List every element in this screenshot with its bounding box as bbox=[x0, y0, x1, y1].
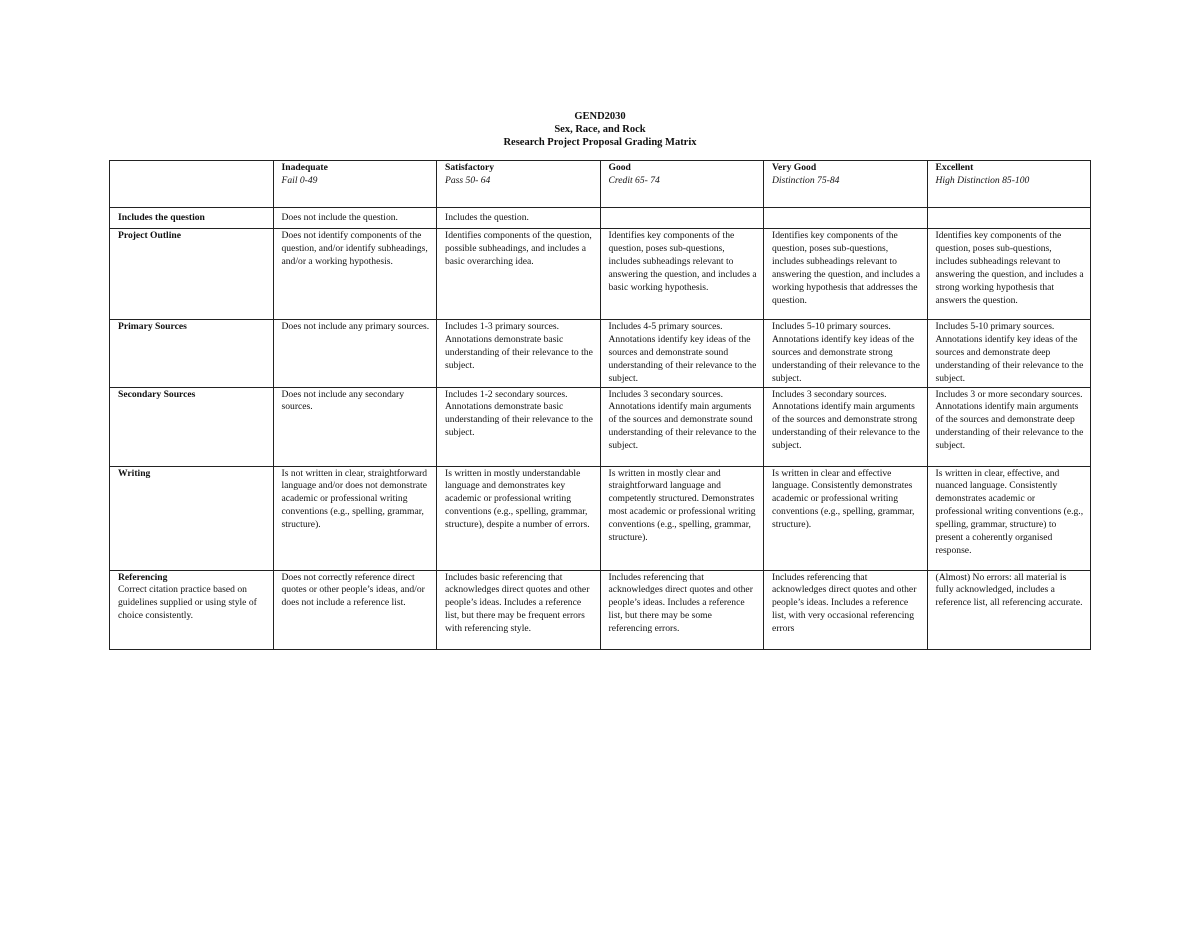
matrix-cell: Includes 3 secondary sources. Annotations identify main arguments of the sources and demonstrate strong understanding of their relevance to the subject. bbox=[764, 387, 928, 466]
header-corner-cell bbox=[110, 161, 274, 208]
level-name: Excellent bbox=[935, 162, 974, 173]
course-code: GEND2030 bbox=[574, 111, 626, 122]
matrix-cell: Identifies key components of the question, poses sub-questions, includes subheadings relevant to answering the question, and includes a working hypothesis that addresses the question. bbox=[764, 229, 928, 320]
criterion-cell bbox=[110, 466, 274, 570]
criterion-name: Project Outline bbox=[118, 230, 181, 241]
criterion-name: Primary Sources bbox=[118, 321, 187, 332]
matrix-cell: Does not correctly reference direct quotes or other people’s ideas, and/or does not include a reference list. bbox=[273, 570, 437, 649]
matrix-cell bbox=[764, 208, 928, 229]
matrix-cell bbox=[927, 208, 1091, 229]
level-header-cell bbox=[764, 161, 928, 208]
level-name: Very Good bbox=[772, 162, 817, 173]
criterion-name: Includes the question bbox=[118, 211, 205, 223]
criterion-row-writing bbox=[110, 466, 1091, 570]
matrix-cell: Includes basic referencing that acknowledges direct quotes and other people’s ideas. Includes a reference list, but there may be frequent errors with referencing style. bbox=[437, 570, 601, 649]
criterion-cell bbox=[110, 387, 274, 466]
criterion-name: Referencing bbox=[118, 571, 168, 583]
matrix-cell: Includes 3 or more secondary sources. Annotations identify main arguments of the sources and demonstrate deep understanding of their relevance to the subject. bbox=[927, 387, 1091, 466]
criterion-name: Secondary Sources bbox=[118, 388, 196, 400]
matrix-cell: Does not identify components of the question, and/or identify subheadings, and/or a working hypothesis. bbox=[273, 229, 437, 320]
criterion-row-project-outline bbox=[110, 229, 1091, 320]
level-name: Inadequate bbox=[281, 162, 328, 173]
criterion-name: Writing bbox=[118, 467, 151, 479]
criterion-cell bbox=[110, 229, 274, 320]
criterion-cell bbox=[110, 208, 274, 229]
criterion-cell bbox=[110, 320, 274, 388]
level-range: Fail 0-49 bbox=[281, 174, 318, 186]
matrix-cell: Includes referencing that acknowledges direct quotes and other people’s ideas. Includes a reference list, but there may be some referencing errors. bbox=[600, 570, 764, 649]
matrix-cell: Identifies key components of the question, poses sub-questions, includes subheadings relevant to answering the question, and includes a basic working hypothesis. bbox=[600, 229, 764, 320]
matrix-cell: Is written in mostly understandable language and demonstrates key academic or professional writing conventions (e.g., spelling, grammar, structure), despite a number of errors. bbox=[437, 466, 601, 570]
grading-matrix-table bbox=[109, 160, 1091, 650]
matrix-cell: Does not include any primary sources. bbox=[273, 320, 437, 388]
level-range: Pass 50- 64 bbox=[445, 174, 491, 186]
level-name: Good bbox=[608, 162, 631, 173]
matrix-cell: Does not include the question. bbox=[273, 208, 437, 229]
document-header bbox=[0, 110, 1200, 149]
matrix-cell: Identifies key components of the question, poses sub-questions, includes subheadings relevant to answering the question, and includes a strong working hypothesis that answers the question. bbox=[927, 229, 1091, 320]
matrix-cell: Includes 3 secondary sources. Annotations identify main arguments of the sources and demonstrate sound understanding of their relevance to the subject. bbox=[600, 387, 764, 466]
criterion-cell bbox=[110, 570, 274, 649]
matrix-cell: Includes 1-2 secondary sources. Annotations demonstrate basic understanding of their relevance to the subject. bbox=[437, 387, 601, 466]
criterion-row-referencing bbox=[110, 570, 1091, 649]
criterion-row-primary-sources bbox=[110, 320, 1091, 388]
matrix-cell: Does not include any secondary sources. bbox=[273, 387, 437, 466]
matrix-cell: (Almost) No errors: all material is fully acknowledged, includes a reference list, all referencing accurate. bbox=[927, 570, 1091, 649]
matrix-cell: Is written in mostly clear and straightforward language and competently structured. Demonstrates most academic or professional writing conventions (e.g., spelling, grammar, structure). bbox=[600, 466, 764, 570]
level-range: High Distinction 85-100 bbox=[935, 174, 1030, 186]
level-header-cell bbox=[600, 161, 764, 208]
matrix-cell: Includes 4-5 primary sources. Annotations identify key ideas of the sources and demonstrate sound understanding of their relevance to the subject. bbox=[600, 320, 764, 388]
matrix-cell: Includes referencing that acknowledges direct quotes and other people’s ideas. Includes a reference list, with very occasional referencing errors bbox=[764, 570, 928, 649]
level-header-cell bbox=[273, 161, 437, 208]
level-header-cell bbox=[927, 161, 1091, 208]
level-range: Distinction 75-84 bbox=[772, 174, 840, 186]
level-header-cell bbox=[437, 161, 601, 208]
matrix-cell bbox=[600, 208, 764, 229]
document-title: Research Project Proposal Grading Matrix bbox=[503, 137, 697, 148]
level-name: Satisfactory bbox=[445, 162, 495, 173]
matrix-cell: Includes the question. bbox=[437, 208, 601, 229]
matrix-cell: Includes 1-3 primary sources. Annotations demonstrate basic understanding of their relevance to the subject. bbox=[437, 320, 601, 388]
matrix-cell: Is not written in clear, straightforward language and/or does not demonstrate academic or professional writing conventions (e.g., spelling, grammar, structure). bbox=[273, 466, 437, 570]
level-range: Credit 65- 74 bbox=[608, 174, 660, 186]
matrix-cell: Is written in clear, effective, and nuanced language. Consistently demonstrates academic or professional writing conventions (e.g., spelling, grammar, structure) to present a coherently organised response. bbox=[927, 466, 1091, 570]
criterion-row-includes-question bbox=[110, 208, 1091, 229]
course-title: Sex, Race, and Rock bbox=[554, 124, 646, 135]
table-header-row bbox=[110, 161, 1091, 208]
matrix-cell: Includes 5-10 primary sources. Annotations identify key ideas of the sources and demonstrate deep understanding of their relevance to the subject. bbox=[927, 320, 1091, 388]
criterion-description: Correct citation practice based on guidelines supplied or using style of choice consistently. bbox=[118, 584, 257, 622]
criterion-row-secondary-sources bbox=[110, 387, 1091, 466]
matrix-cell: Is written in clear and effective language. Consistently demonstrates academic or professional writing conventions (e.g., spelling, grammar, structure). bbox=[764, 466, 928, 570]
matrix-cell: Identifies components of the question, possible subheadings, and includes a basic overarching idea. bbox=[437, 229, 601, 320]
matrix-cell: Includes 5-10 primary sources. Annotations identify key ideas of the sources and demonstrate strong understanding of their relevance to the subject. bbox=[764, 320, 928, 388]
